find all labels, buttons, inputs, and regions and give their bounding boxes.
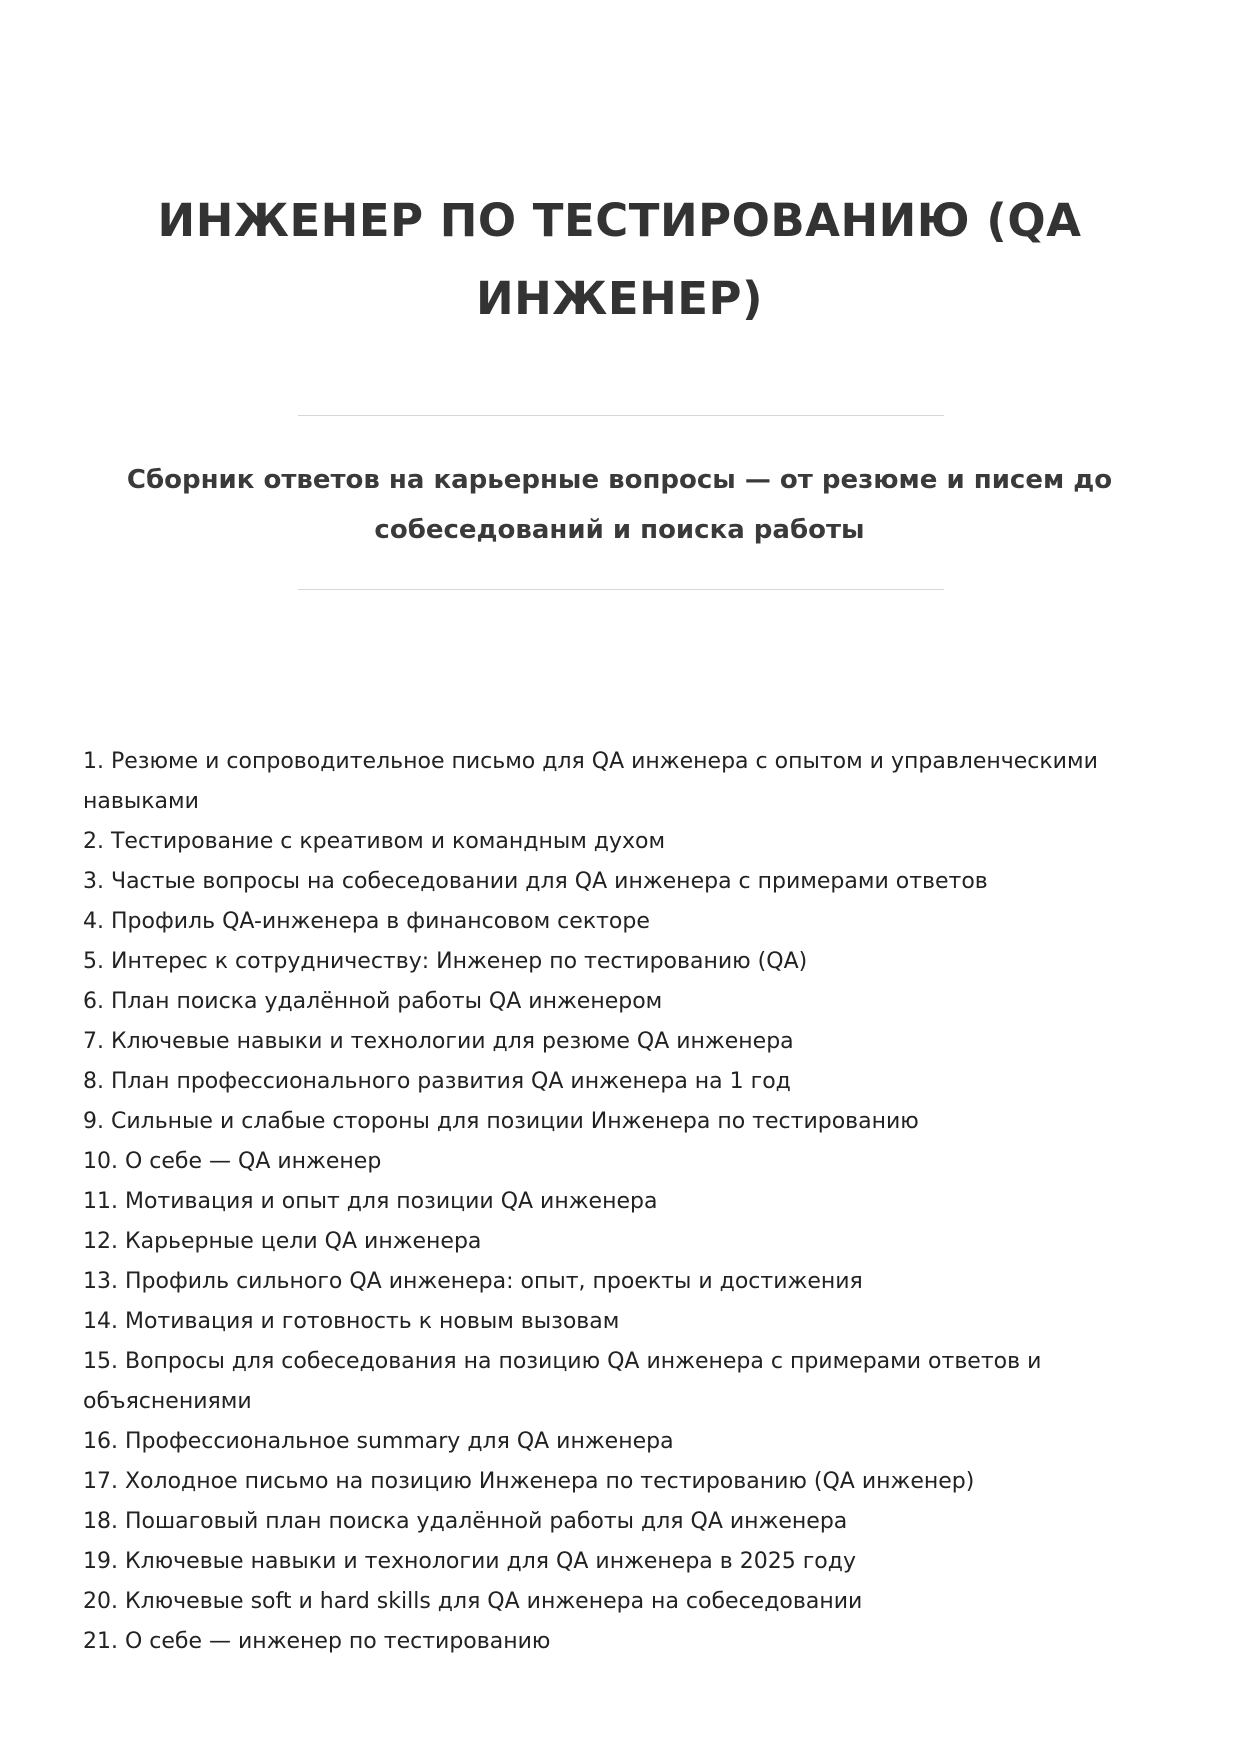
toc-item: 21. О себе — инженер по тестированию (83, 1629, 551, 1654)
toc-item: 3. Частые вопросы на собеседовании для QA инженера с примерами ответов (83, 869, 988, 894)
toc-item: 10. О себе — QA инженер (83, 1149, 382, 1174)
toc-item: 17. Холодное письмо на позицию Инженера по тестированию (QA инженер) (83, 1469, 975, 1494)
toc-item: 18. Пошаговый план поиска удалённой работы для QA инженера (83, 1509, 848, 1534)
toc-item: 9. Сильные и слабые стороны для позиции Инженера по тестированию (83, 1109, 919, 1134)
toc-item: 6. План поиска удалённой работы QA инженером (83, 989, 663, 1014)
toc-item: 20. Ключевые soft и hard skills для QA инженера на собеседовании (83, 1589, 863, 1614)
toc-item: 16. Профессиональное summary для QA инженера (83, 1429, 674, 1454)
toc-item: 12. Карьерные цели QA инженера (83, 1229, 482, 1254)
toc-item: 13. Профиль сильного QA инженера: опыт, проекты и достижения (83, 1269, 863, 1294)
toc-item: 2. Тестирование с креативом и командным духом (83, 829, 666, 854)
toc-item: 5. Интерес к сотрудничеству: Инженер по тестированию (QA) (83, 949, 808, 974)
toc-item: 1. Резюме и сопроводительное письмо для QA инженера с опытом и управленческими навыками (83, 749, 1098, 814)
page-subtitle: Сборник ответов на карьерные вопросы — от резюме и писем до собеседований и поиска работы (126, 465, 1113, 545)
toc-item: 11. Мотивация и опыт для позиции QA инженера (83, 1189, 658, 1214)
toc-item: 14. Мотивация и готовность к новым вызовам (83, 1309, 620, 1334)
toc-item: 4. Профиль QA-инженера в финансовом секторе (83, 909, 650, 934)
top-divider (298, 415, 944, 416)
page-title: ИНЖЕНЕР ПО ТЕСТИРОВАНИЮ (QA ИНЖЕНЕР) (157, 194, 1082, 325)
toc-item: 8. План профессионального развития QA инженера на 1 год (83, 1069, 791, 1094)
toc-item: 7. Ключевые навыки и технологии для резюме QA инженера (83, 1029, 794, 1054)
table-of-contents (83, 742, 1143, 1662)
bottom-divider (298, 589, 944, 590)
toc-item: 19. Ключевые навыки и технологии для QA инженера в 2025 году (83, 1549, 856, 1574)
toc-item: 15. Вопросы для собеседования на позицию QA инженера с примерами ответов и объяснениями (83, 1349, 1042, 1414)
